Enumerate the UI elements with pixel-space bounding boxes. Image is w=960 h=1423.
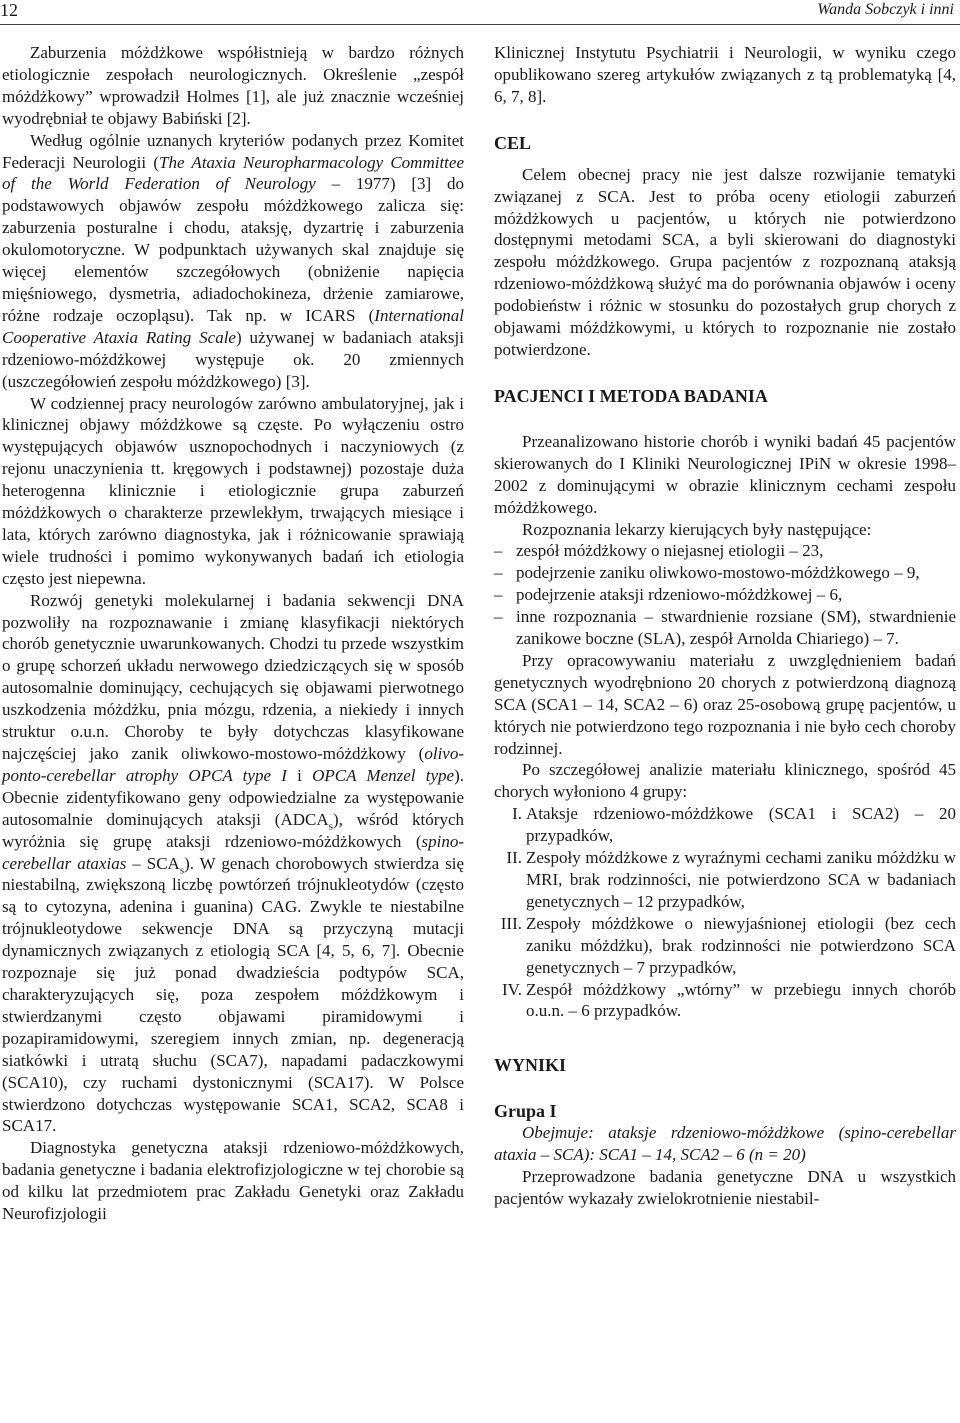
text-span: ). W genach chorobowych stwierdza się niestabilną, zwiększoną liczbę powtórzeń trójnukleotydów (często są to cytozyna, adenina i guanina) CAG. Zwykle te niestabilne trójnukleotydowe sekwencje DNA są przyczyną mutacji dynamicznych związanych z etiologią SCA [4, 5, 6, 7]. Obecnie rozpoznaje się już ponad dwadzieścia podtypów SCA, charakteryzujących się, poza zespołem móżdżkowym i stwierdzanymi często objawami piramidowymi i pozapiramidowymi, szeregiem innych zmian, np. degeneracją siatkówki i utratą słuchu (SCA7), napadami padaczkowymi (SCA10), czy ruchami dystonicznymi (SCA17). W Polsce stwierdzono dotychczas występowanie SCA1, SCA2, SCA8 i SCA17. <box>2 853 464 1136</box>
text-span: ). Obecnie zidentyfikowano geny odpowiedzialne za występowanie autosomalnie dominujących ataksji (ADCA <box>2 765 464 829</box>
text-span: ) używanej w badaniach ataksji rdzeniowo-móżdżkowej występuje ok. 20 zmiennych (uszczegółowień zespołu móżdżkowego) [3]. <box>2 327 464 391</box>
paragraph: Przeprowadzone badania genetyczne DNA u wszystkich pacjentów wykazały zwielokrotnienie niestabil- <box>494 1167 956 1209</box>
text-span: – SCA <box>126 853 180 873</box>
list-item <box>494 979 956 1023</box>
paragraph: Klinicznej Instytutu Psychiatrii i Neurologii, w wyniku czego opublikowano szereg artykułów związanych z tą problematyką [4, 6, 7, 8]. <box>494 43 956 106</box>
header-rule <box>0 24 960 25</box>
list-number: III. <box>500 913 522 933</box>
paragraph: Zaburzenia móżdżkowe współistnieją w bardzo różnych etiologicznie zespołach neurologicznych. Określenie „zespół móżdżkowy” wprowadził Holmes [1], ale już znacznie wcześniej wyodrębniał te objawy Babiński [2]. <box>2 43 464 128</box>
section-heading-cel: CEL <box>494 132 532 153</box>
running-head: Wanda Sobczyk i inni <box>817 1 954 18</box>
list-item <box>494 803 956 847</box>
paragraph: W codziennej pracy neurologów zarówno ambulatoryjnej, jak i klinicznej objawy móżdżkowe są częste. Po wyłączeniu ostro występujących objawów usznopochodnych i naczyniowych (z rejonu unaczynienia tt. kręgowych i podstawnej) pozostaje duża heterogenna klinicznie i etiologicznie grupa zaburzeń móżdżkowych o charakterze przewlekłym, trwających miesiące i lata, których zarówno diagnostyka, jak i różnicowanie sprawiają wiele trudności i pomimo wykonywanych badań ich etiologia często jest niepewna. <box>2 393 464 588</box>
paragraph: Diagnostyka genetyczna ataksji rdzeniowo-móżdżkowych, badania genetyczne i badania elektrofizjologiczne w tej chorobie są od kilku lat przedmiotem prac Zakładu Genetyki oraz Zakładu Neurofizjologii <box>2 1138 464 1224</box>
subsection-heading-grupa: Grupa I <box>494 1101 557 1122</box>
group-list <box>494 803 956 1022</box>
list-text: Zespoły móżdżkowe z wyraźnymi cechami zaniku móżdżku w MRI, brak rodzinności, nie potwierdzono SCA w badaniach genetycznych – 12 przypadków, <box>526 848 956 911</box>
list-number: IV. <box>502 979 522 999</box>
section-heading-pacjenci: PACJENCI I METODA BADANIA <box>494 385 768 406</box>
page-header <box>0 0 960 24</box>
right-column <box>494 42 956 1210</box>
list-item: – zespół móżdżkowy o niejasnej etiologii – 23, <box>494 540 956 562</box>
text-span: Rozwój genetyki molekularnej i badania sekwencji DNA pozwoliły na rozpoznawanie i zmianę klasyfikacji niektórych chorób genetycznie uwarunkowanych. Chodzi tu przede wszystkim o grupę schorzeń układu nerwowego dziedziczących się w sposób autosomalnie dominujący, cechujących się objawami pierwotnego uszkodzenia móżdżku, pnia mózgu, rdzenia, a niekiedy i innych struktur o.u.n. Choroby te były dotychczas klasyfikowane najczęściej jako zanik oliwkowo-mostowo-móżdżkowy ( <box>2 590 464 763</box>
list-item <box>494 847 956 913</box>
list-number: I. <box>512 804 522 824</box>
subscript: s <box>328 820 333 833</box>
list-item: – podejrzenie zaniku oliwkowo-mostowo-móżdżkowego – 9, <box>494 562 956 584</box>
italic-span: The Ataxia Neuropharmacology Committee of the World Federation of Neurology <box>2 152 464 194</box>
text-span: ), wśród których wyróżnia się grupę ataksji rdzeniowo-móżdżkowych ( <box>2 809 464 851</box>
text-span: Według ogólnie uznanych kryteriów podanych przez Komitet Federacji Neurologii ( <box>2 130 464 172</box>
list-text: Ataksje rdzeniowo-móżdżkowe (SCA1 i SCA2) – 20 przypadków, <box>526 804 956 846</box>
section-heading-wyniki: WYNIKI <box>494 1055 567 1076</box>
paragraph: Po szczegółowej analizie materiału klinicznego, spośród 45 chorych wyłoniono 4 grupy: <box>494 760 956 802</box>
paragraph: Rozpoznania lekarzy kierujących były następujące: <box>522 519 872 539</box>
text-span: – 1977) [3] do podstawowych objawów zespołu móżdżkowego zalicza się: zaburzenia posturalne i chodu, ataksję, dyzartrię i zaburzenia okulomotoryczne. W podpunktach używanych skal znajduje się więcej elementów szczegółowych (obniżenie napięcia mięśniowego, dysmetria, adiadochokineza, drżenie zamiarowe, różne rodzaje oczopląsu). Tak np. w ICARS ( <box>2 174 464 325</box>
list-item: – podejrzenie ataksji rdzeniowo-móżdżkowej – 6, <box>494 584 956 606</box>
italic-span: OPCA Menzel type <box>312 765 455 785</box>
italic-span: International Cooperative Ataxia Rating Scale <box>2 305 464 347</box>
paragraph: Celem obecnej pracy nie jest dalsze rozwijanie tematyki związanej z SCA. Jest to próba oceny etiologii zaburzeń móżdżkowych u pacjentów, u których nie potwierdzono dostępnymi metodami SCA, a byli skierowani do diagnostyki zespołu móżdżkowego. Grupa pacjentów z rozpoznaną ataksją rdzeniowo-móżdżkową służyć ma do porównania objawów i oceny podobieństw i różnic w stosunku do pozostałych grup chorych z objawami móżdżkowymi, u których to rozpoznanie nie zostało potwierdzone. <box>494 164 956 359</box>
paragraph: Obejmuje: ataksje rdzeniowo-móżdżkowe (spino-cerebellar ataxia – SCA): SCA1 – 14, SCA2 – 6 (n = 20) <box>494 1123 956 1165</box>
left-column <box>2 42 464 1225</box>
list-number: II. <box>506 848 522 868</box>
list-text: Zespół móżdżkowy „wtórny” w przebiegu innych chorób o.u.n. – 6 przypadków. <box>526 979 956 1021</box>
paragraph: Przy opracowywaniu materiału z uwzględnieniem badań genetycznych wyodrębniono 20 chorych z potwierdzoną diagnozą SCA (SCA1 – 14, SCA2 – 6) oraz 25-osobową grupę pacjentów, u których nie potwierdzono tego rozpoznania i nie było cech choroby rodzinnej. <box>494 650 956 758</box>
page-number: 12 <box>0 0 18 20</box>
list-item: – inne rozpoznania – stwardnienie rozsiane (SM), stwardnienie zanikowe boczne (SLA), zespół Arnolda Chiariego) – 7. <box>494 606 956 650</box>
paragraph <box>2 130 464 393</box>
italic-span: olivo-ponto-cerebellar atrophy OPCA type I <box>2 744 464 785</box>
subscript: s <box>179 863 185 876</box>
list-item <box>494 913 956 979</box>
list-text: Zespoły móżdżkowe o niewyjaśnionej etiologii (bez cech zaniku móżdżku), brak rodzinności nie potwierdzono SCA genetycznych – 7 przypadków, <box>526 913 956 977</box>
text-span: i <box>286 765 313 785</box>
italic-span: spino-cerebellar ataxias <box>2 831 464 873</box>
diagnosis-list <box>494 540 956 650</box>
paragraph: Przeanalizowano historie chorób i wyniki badań 45 pacjentów skierowanych do I Kliniki Neurologicznej IPiN w okresie 1998–2002 z dominującymi w obrazie klinicznym cechami zespołu móżdżkowego. <box>494 431 956 517</box>
paragraph <box>2 590 464 1138</box>
